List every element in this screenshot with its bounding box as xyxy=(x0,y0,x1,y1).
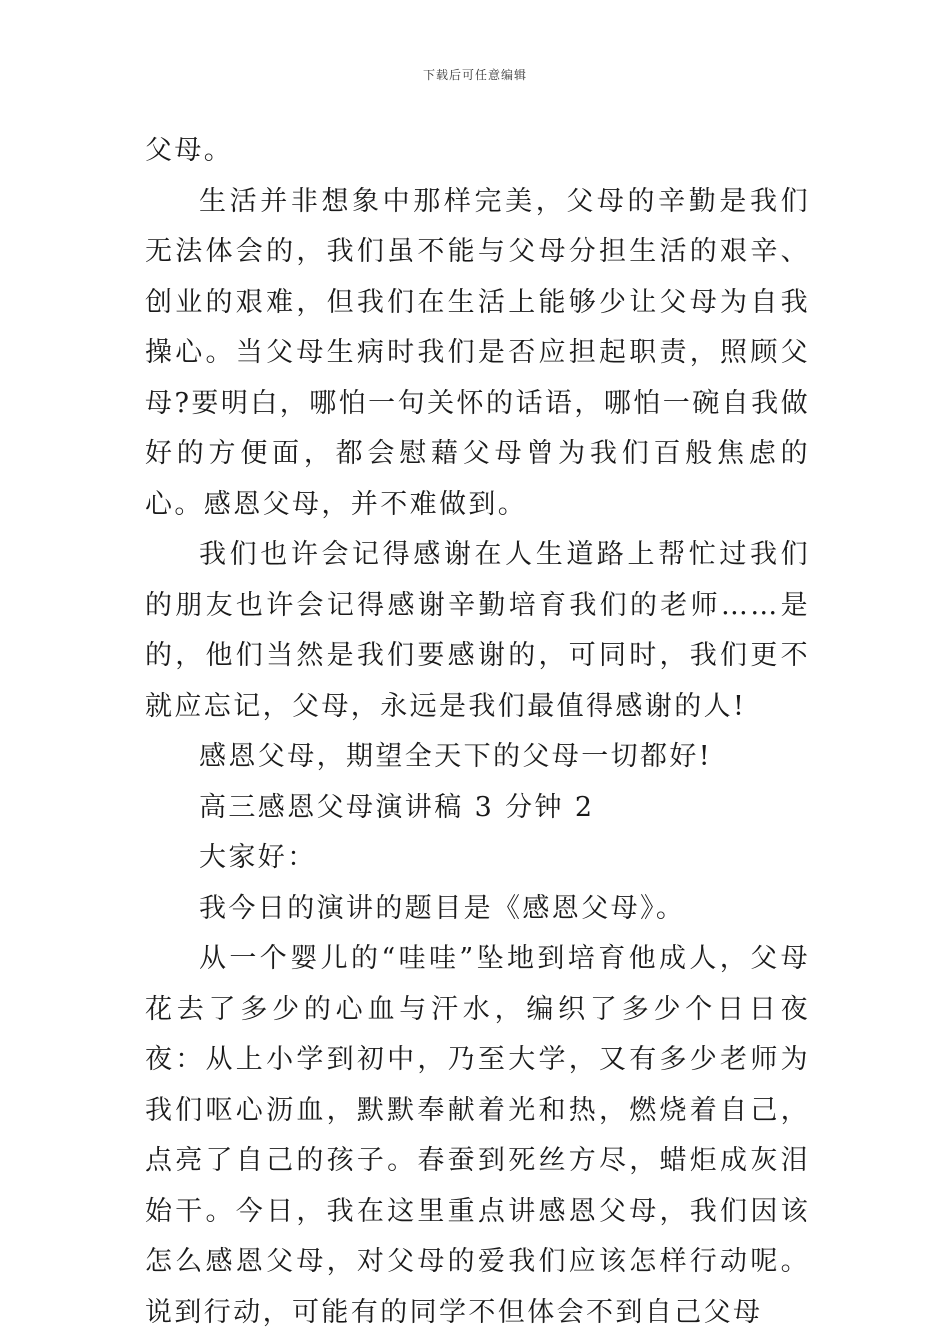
section-title: 高三感恩父母演讲稿 3 分钟 2 xyxy=(199,791,595,823)
paragraph-2: 生活并非想象中那样完美，父母的辛勤是我们无法体会的，我们虽不能与父母分担生活的艰辛、创业的艰难，但我们在生活上能够少让父母为自我操心。当父母生病时我们是否应担起职责，照顾父母?要明白，哪怕一句关怀的话语，哪怕一碗自我做好的方便面，都会慰藉父母曾为我们百般焦虑的心。感恩父母，并不难做到。 xyxy=(145,185,810,520)
header-note: 下载后可任意编辑 xyxy=(422,68,527,82)
paragraph-1: 父母。 xyxy=(145,135,234,166)
paragraph-4: 感恩父母，期望全天下的父母一切都好! xyxy=(199,741,713,772)
body-text xyxy=(145,126,810,1338)
paragraph-8: 从一个婴儿的“哇哇”坠地到培育他成人，父母花去了多少的心血与汗水，编织了多少个日日夜夜：从上小学到初中，乃至大学，又有多少老师为我们呕心沥血，默默奉献着光和热，燃烧着自己，点亮了自己的孩子。春蚕到死丝方尽，蜡炬成灰泪始干。今日，我在这里重点讲感恩父母，我们因该怎么感恩父母，对父母的爱我们应该怎样行动呢。说到行动，可能有的同学不但体会不到自己父母 xyxy=(145,943,810,1328)
paragraph-3: 我们也许会记得感谢在人生道路上帮忙过我们的朋友也许会记得感谢辛勤培育我们的老师……是的，他们当然是我们要感谢的，可同时，我们更不就应忘记，父母，永远是我们最值得感谢的人! xyxy=(145,539,810,722)
greeting: 大家好： xyxy=(199,842,317,873)
paragraph-topic: 我今日的演讲的题目是《感恩父母》。 xyxy=(199,892,686,924)
